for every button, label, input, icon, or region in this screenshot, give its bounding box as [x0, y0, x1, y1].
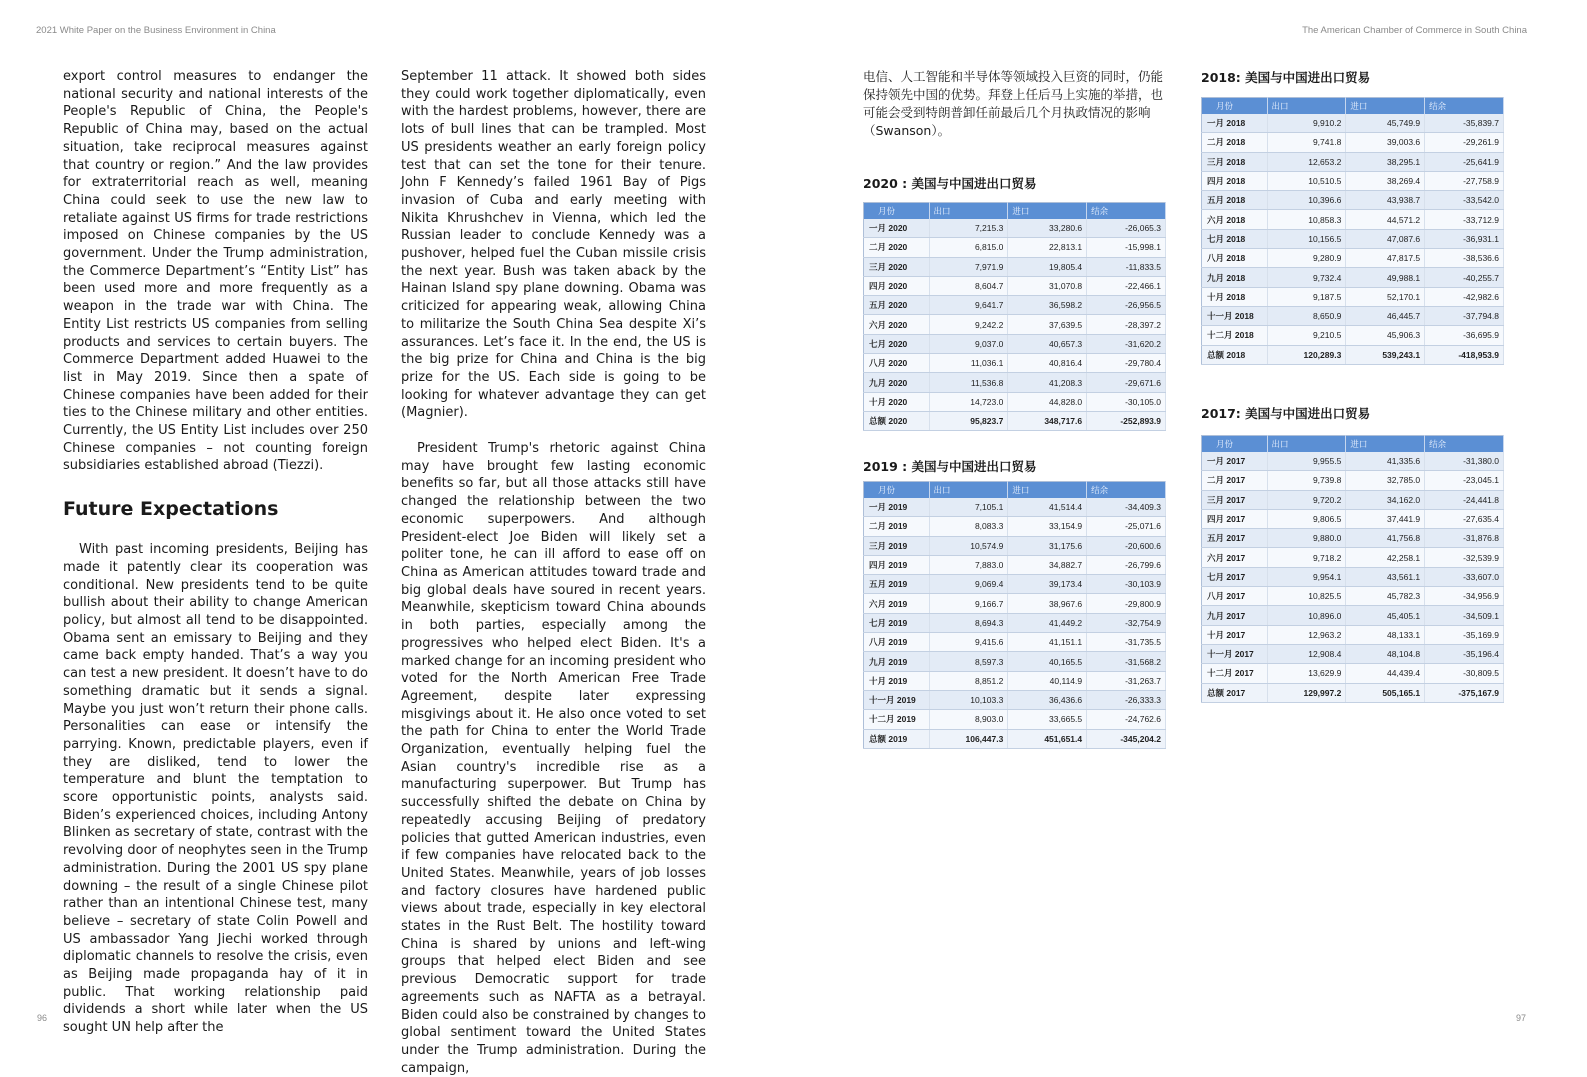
value-cell: -24,441.8 [1425, 490, 1504, 509]
table-row [1202, 268, 1504, 287]
value-cell: 41,449.2 [1008, 613, 1087, 632]
value-cell: 31,175.6 [1008, 536, 1087, 555]
value-cell: 10,396.6 [1267, 191, 1346, 210]
value-cell: 38,269.4 [1346, 171, 1425, 190]
month-cell: 十二月 2019 [864, 710, 930, 729]
value-cell: -31,380.0 [1425, 452, 1504, 471]
column-header: 结余 [1087, 482, 1166, 499]
table-row [864, 652, 1166, 671]
paragraph: With past incoming presidents, Beijing has made it patently clear its cooperation was conditional. New presidents tend to be quite bullish about their ability to change American policy, but almost all tend to be disappointed. Obama sent an emissary to Beijing and they came back empty handed. That’s a way you can test a new president. It doesn’t have to do something dramatic but it sends a signal. Maybe you just won’t return their phone calls. Personalities can ease or intensify the parrying. Known, predictable players, even if they are disliked, tend to lower the temperature and blunt the temptation to score opportunistic points, analysts said. Biden’s experienced choices, including Antony Blinken as secretary of state, contrast with the revolving door of neophytes seen in the Trump administration. During the 2001 US spy plane downing – the result of a single Chinese pilot rather than an intentional Chinese test, many believe – secretary of state Colin Powell and US ambassador Yang Jiechi worked through diplomatic channels to resolve the crisis, even as Beijing made propaganda hay of it in public. That working relationship paid dividends a short while later when the US sought UN help after the [63, 542, 368, 1036]
month-cell: 九月 2020 [864, 373, 930, 392]
month-cell: 九月 2017 [1202, 606, 1268, 625]
paragraph: export control measures to endanger the national security and national interests of the People's Republic of China, the People's Republic of China may, based on the actual situation, take reciprocal measures against that country or region.” And the law provides for extraterritorial reach as well, meaning China could seek to use the new law to retaliate against US firms for trade restrictions imposed on Chinese companies by the US government. Under the Trump administration, the Commerce Department’s “Entity List” has been used more and more frequently as a weapon in the trade war with China. The Entity List restricts US companies from selling products and services to certain buyers. The Commerce Department added Huawei to the list in May 2019. Since then a spate of Chinese companies have been added for their ties to the Chinese military and other entities. Currently, the US Entity List includes over 250 Chinese companies – not counting foreign subsidiaries established abroad (Tiezzi). [63, 69, 368, 474]
table-row [864, 219, 1166, 238]
month-cell: 一月 2018 [1202, 114, 1268, 133]
table-row [864, 315, 1166, 334]
value-cell: -26,065.3 [1087, 219, 1166, 238]
value-cell: -34,509.1 [1425, 606, 1504, 625]
value-cell: 12,963.2 [1267, 625, 1346, 644]
value-cell: 9,741.8 [1267, 133, 1346, 152]
month-cell: 九月 2018 [1202, 268, 1268, 287]
value-cell: 10,103.3 [929, 690, 1008, 709]
value-cell: -33,712.9 [1425, 210, 1504, 229]
month-cell: 二月 2019 [864, 517, 930, 536]
value-cell: -37,794.8 [1425, 306, 1504, 325]
value-cell: 38,295.1 [1346, 152, 1425, 171]
month-cell: 十月 2017 [1202, 625, 1268, 644]
value-cell: 36,598.2 [1008, 296, 1087, 315]
value-cell: 52,170.1 [1346, 287, 1425, 306]
value-cell: 451,651.4 [1008, 729, 1087, 748]
value-cell: 8,694.3 [929, 613, 1008, 632]
value-cell: -42,982.6 [1425, 287, 1504, 306]
value-cell: 34,882.7 [1008, 555, 1087, 574]
table-row [1202, 191, 1504, 210]
table-row [864, 633, 1166, 652]
month-cell: 十月 2018 [1202, 287, 1268, 306]
value-cell: -23,045.1 [1425, 471, 1504, 490]
value-cell: 9,037.0 [929, 334, 1008, 353]
value-cell: 8,851.2 [929, 671, 1008, 690]
running-header-left: 2021 White Paper on the Business Environment in China [36, 25, 276, 36]
month-cell: 一月 2020 [864, 219, 930, 238]
value-cell: 10,156.5 [1267, 229, 1346, 248]
paragraph: President Trump's rhetoric against China may have brought few lasting economic benefits so far, but all those attacks still have changed the relationship between the two economic superpowers. And although President-elect Joe Biden will likely set a politer tone, he can ill afford to ease off on China as American attitudes toward trade and big global deals have soured in recent years. Meanwhile, skepticism toward China abounds in both parties, especially among the progressives who helped elect Biden. It's a marked change for an incoming president who voted for the North American Free Trade Agreement, despite later expressing misgivings about it. He also once voted to set the path for China to enter the World Trade Organization, eventually helping fuel the Asian country's incredible rise as a manufacturing superpower. But Trump has successfully shifted the debate on China by repeatedly accusing Beijing of predatory policies that gutted American industries, even if few companies have relocated back to the United States. Meanwhile, years of job losses and factory closures have hardened public views about trade, especially in key electoral states in the Rust Belt. The hostility toward China is shared by unions and left-wing groups that helped elect Biden and see previous Democratic support for trade agreements such as NAFTA as a betrayal. Biden could also be constrained by changes to global sentiment toward the United States under the Trump administration. During the campaign, [401, 441, 706, 1076]
value-cell: 9,069.4 [929, 575, 1008, 594]
value-cell: 8,650.9 [1267, 306, 1346, 325]
value-cell: 45,749.9 [1346, 114, 1425, 133]
value-cell: 9,166.7 [929, 594, 1008, 613]
column-header: 月份 [864, 482, 930, 499]
table-row [1202, 452, 1504, 471]
value-cell: 32,785.0 [1346, 471, 1425, 490]
table-row [864, 575, 1166, 594]
value-cell: 46,445.7 [1346, 306, 1425, 325]
month-cell: 二月 2020 [864, 238, 930, 257]
table-row [864, 334, 1166, 353]
value-cell: -29,261.9 [1425, 133, 1504, 152]
value-cell: 13,629.9 [1267, 664, 1346, 683]
month-cell: 八月 2018 [1202, 249, 1268, 268]
month-cell: 七月 2020 [864, 334, 930, 353]
value-cell: 9,732.4 [1267, 268, 1346, 287]
month-cell: 六月 2019 [864, 594, 930, 613]
column-header: 月份 [1202, 436, 1268, 453]
value-cell: 48,104.8 [1346, 644, 1425, 663]
value-cell: 9,210.5 [1267, 326, 1346, 345]
trade-table-2017 [1201, 435, 1504, 703]
value-cell: 9,280.9 [1267, 249, 1346, 268]
value-cell: 22,813.1 [1008, 238, 1087, 257]
table-header-row [864, 482, 1166, 499]
value-cell: 47,817.5 [1346, 249, 1425, 268]
column-header: 出口 [1267, 436, 1346, 453]
value-cell: 40,816.4 [1008, 354, 1087, 373]
table-row [1202, 287, 1504, 306]
month-cell: 二月 2017 [1202, 471, 1268, 490]
table-row [1202, 326, 1504, 345]
value-cell: -31,263.7 [1087, 671, 1166, 690]
value-cell: 43,938.7 [1346, 191, 1425, 210]
table-row [864, 555, 1166, 574]
table-row [864, 354, 1166, 373]
value-cell: 10,574.9 [929, 536, 1008, 555]
value-cell: -30,809.5 [1425, 664, 1504, 683]
value-cell: 41,151.1 [1008, 633, 1087, 652]
value-cell: -33,542.0 [1425, 191, 1504, 210]
column-header: 进口 [1008, 482, 1087, 499]
value-cell: 31,070.8 [1008, 276, 1087, 295]
value-cell: 10,825.5 [1267, 587, 1346, 606]
section-heading: Future Expectations [63, 498, 279, 521]
table-row [864, 296, 1166, 315]
value-cell: 40,114.9 [1008, 671, 1087, 690]
value-cell: 12,653.2 [1267, 152, 1346, 171]
value-cell: 9,641.7 [929, 296, 1008, 315]
table-row [1202, 249, 1504, 268]
value-cell: 106,447.3 [929, 729, 1008, 748]
table-row [864, 690, 1166, 709]
value-cell: 33,154.9 [1008, 517, 1087, 536]
value-cell: 10,510.5 [1267, 171, 1346, 190]
value-cell: -29,800.9 [1087, 594, 1166, 613]
table-row [864, 613, 1166, 632]
table-title-2019: 2019 : 美国与中国进出口贸易 [863, 459, 1037, 474]
month-cell: 十二月 2018 [1202, 326, 1268, 345]
value-cell: -32,754.9 [1087, 613, 1166, 632]
month-cell: 十月 2019 [864, 671, 930, 690]
value-cell: 9,806.5 [1267, 509, 1346, 528]
value-cell: 48,133.1 [1346, 625, 1425, 644]
value-cell: 41,208.3 [1008, 373, 1087, 392]
table-title-2017: 2017: 美国与中国进出口贸易 [1201, 406, 1371, 421]
value-cell: 10,896.0 [1267, 606, 1346, 625]
value-cell: 9,954.1 [1267, 567, 1346, 586]
value-cell: -27,635.4 [1425, 509, 1504, 528]
value-cell: 9,880.0 [1267, 529, 1346, 548]
table-row [864, 671, 1166, 690]
value-cell: 8,604.7 [929, 276, 1008, 295]
month-cell: 总额 2019 [864, 729, 930, 748]
page-number-right: 97 [1516, 1013, 1527, 1023]
value-cell: -11,833.5 [1087, 257, 1166, 276]
value-cell: -27,758.9 [1425, 171, 1504, 190]
month-cell: 三月 2019 [864, 536, 930, 555]
value-cell: -34,956.9 [1425, 587, 1504, 606]
text-column-1 [63, 68, 368, 1037]
table-row [1202, 664, 1504, 683]
value-cell: -36,931.1 [1425, 229, 1504, 248]
value-cell: 539,243.1 [1346, 345, 1425, 364]
running-header-right: The American Chamber of Commerce in South China [1302, 25, 1527, 36]
table-row [864, 257, 1166, 276]
value-cell: -418,953.9 [1425, 345, 1504, 364]
value-cell: 7,105.1 [929, 498, 1008, 517]
value-cell: 7,971.9 [929, 257, 1008, 276]
value-cell: 47,087.6 [1346, 229, 1425, 248]
month-cell: 总额 2018 [1202, 345, 1268, 364]
table-row [864, 276, 1166, 295]
table-row [864, 498, 1166, 517]
value-cell: 37,639.5 [1008, 315, 1087, 334]
month-cell: 六月 2018 [1202, 210, 1268, 229]
column-header: 进口 [1008, 203, 1087, 220]
value-cell: 95,823.7 [929, 411, 1008, 430]
value-cell: -26,799.6 [1087, 555, 1166, 574]
column-header: 结余 [1425, 436, 1504, 453]
month-cell: 三月 2020 [864, 257, 930, 276]
value-cell: 39,003.6 [1346, 133, 1425, 152]
value-cell: -28,397.2 [1087, 315, 1166, 334]
value-cell: 8,083.3 [929, 517, 1008, 536]
table-row [1202, 306, 1504, 325]
value-cell: 49,988.1 [1346, 268, 1425, 287]
value-cell: -38,536.6 [1425, 249, 1504, 268]
table-row [1202, 210, 1504, 229]
month-cell: 四月 2018 [1202, 171, 1268, 190]
month-cell: 九月 2019 [864, 652, 930, 671]
value-cell: 11,036.1 [929, 354, 1008, 373]
value-cell: 36,436.6 [1008, 690, 1087, 709]
value-cell: -375,167.9 [1425, 683, 1504, 702]
month-cell: 一月 2017 [1202, 452, 1268, 471]
value-cell: 40,165.5 [1008, 652, 1087, 671]
paragraph: September 11 attack. It showed both sides they could work together diplomatically, even with the hardest problems, however, there are lots of bull lines that can be trampled. Most US presidents weather an early foreign policy test that can set the tone for their tenure. John F Kennedy’s failed 1961 Bay of Pigs invasion of Cuba and early meeting with Nikita Khrushchev in Vienna, which led the Russian leader to conclude Kennedy was a pushover, helped fuel the Cuban missile crisis the next year. Bush was taken aback by the Hainan Island spy plane downing. Obama was criticized for appearing weak, allowing China to militarize the South China Sea despite Xi’s assurances. Let’s face it. In the end, the US is the big prize for China and China is the big prize for the US. Each side is going to be looking for whatever advantage they can get (Magnier). [401, 69, 706, 421]
value-cell: -25,071.6 [1087, 517, 1166, 536]
value-cell: -15,998.1 [1087, 238, 1166, 257]
value-cell: 505,165.1 [1346, 683, 1425, 702]
table-row [1202, 587, 1504, 606]
month-cell: 七月 2017 [1202, 567, 1268, 586]
column-header: 进口 [1346, 98, 1425, 115]
table-total-row [1202, 345, 1504, 364]
value-cell: 9,910.2 [1267, 114, 1346, 133]
value-cell: 9,720.2 [1267, 490, 1346, 509]
column-header: 结余 [1087, 203, 1166, 220]
table-row [864, 536, 1166, 555]
value-cell: -31,876.8 [1425, 529, 1504, 548]
value-cell: -31,568.2 [1087, 652, 1166, 671]
value-cell: 45,782.3 [1346, 587, 1425, 606]
table-total-row [864, 729, 1166, 748]
table-row [1202, 509, 1504, 528]
month-cell: 总额 2020 [864, 411, 930, 430]
value-cell: 348,717.6 [1008, 411, 1087, 430]
trade-table-2019 [863, 481, 1166, 749]
column-header: 进口 [1346, 436, 1425, 453]
value-cell: 8,597.3 [929, 652, 1008, 671]
value-cell: 9,739.8 [1267, 471, 1346, 490]
table-row [1202, 229, 1504, 248]
value-cell: -35,839.7 [1425, 114, 1504, 133]
month-cell: 六月 2017 [1202, 548, 1268, 567]
month-cell: 一月 2019 [864, 498, 930, 517]
month-cell: 二月 2018 [1202, 133, 1268, 152]
table-header-row [1202, 436, 1504, 453]
month-cell: 五月 2018 [1202, 191, 1268, 210]
table-row [1202, 606, 1504, 625]
month-cell: 八月 2019 [864, 633, 930, 652]
month-cell: 十一月 2017 [1202, 644, 1268, 663]
value-cell: -36,695.9 [1425, 326, 1504, 345]
value-cell: 9,242.2 [929, 315, 1008, 334]
value-cell: 8,903.0 [929, 710, 1008, 729]
table-row [1202, 171, 1504, 190]
value-cell: 41,756.8 [1346, 529, 1425, 548]
value-cell: 120,289.3 [1267, 345, 1346, 364]
trade-table-2018 [1201, 97, 1504, 365]
value-cell: 6,815.0 [929, 238, 1008, 257]
value-cell: 33,665.5 [1008, 710, 1087, 729]
value-cell: 14,723.0 [929, 392, 1008, 411]
value-cell: 34,162.0 [1346, 490, 1425, 509]
value-cell: -345,204.2 [1087, 729, 1166, 748]
value-cell: 7,215.3 [929, 219, 1008, 238]
value-cell: -31,620.2 [1087, 334, 1166, 353]
value-cell: -35,169.9 [1425, 625, 1504, 644]
month-cell: 八月 2017 [1202, 587, 1268, 606]
column-header: 出口 [929, 482, 1008, 499]
chinese-paragraph: 电信、人工智能和半导体等领域投入巨资的同时，仍能保持领先中国的优势。拜登上任后马上实施的举措，也可能会受到特朗普卸任前最后几个月执政情况的影响（Swanson）。 [863, 69, 1164, 138]
value-cell: -29,780.4 [1087, 354, 1166, 373]
table-title-2018: 2018: 美国与中国进出口贸易 [1201, 70, 1371, 85]
table-row [864, 238, 1166, 257]
table-row [1202, 548, 1504, 567]
value-cell: -24,762.6 [1087, 710, 1166, 729]
value-cell: -32,539.9 [1425, 548, 1504, 567]
value-cell: 33,280.6 [1008, 219, 1087, 238]
value-cell: -252,893.9 [1087, 411, 1166, 430]
table-title-2020: 2020 : 美国与中国进出口贸易 [863, 176, 1037, 191]
table-row [1202, 133, 1504, 152]
table-row [1202, 529, 1504, 548]
value-cell: 39,173.4 [1008, 575, 1087, 594]
value-cell: 38,967.6 [1008, 594, 1087, 613]
value-cell: -35,196.4 [1425, 644, 1504, 663]
month-cell: 五月 2017 [1202, 529, 1268, 548]
table-header-row [1202, 98, 1504, 115]
table-row [1202, 625, 1504, 644]
table-row [864, 594, 1166, 613]
table-row [1202, 152, 1504, 171]
month-cell: 十一月 2019 [864, 690, 930, 709]
value-cell: 11,536.8 [929, 373, 1008, 392]
table-total-row [1202, 683, 1504, 702]
month-cell: 总额 2017 [1202, 683, 1268, 702]
column-header: 出口 [929, 203, 1008, 220]
month-cell: 七月 2018 [1202, 229, 1268, 248]
month-cell: 十一月 2018 [1202, 306, 1268, 325]
value-cell: 41,335.6 [1346, 452, 1425, 471]
value-cell: 7,883.0 [929, 555, 1008, 574]
value-cell: 9,187.5 [1267, 287, 1346, 306]
page-number-left: 96 [37, 1013, 48, 1023]
column-header: 出口 [1267, 98, 1346, 115]
value-cell: 44,828.0 [1008, 392, 1087, 411]
table-row [864, 373, 1166, 392]
value-cell: -33,607.0 [1425, 567, 1504, 586]
month-cell: 六月 2020 [864, 315, 930, 334]
column-header: 月份 [1202, 98, 1268, 115]
value-cell: -30,103.9 [1087, 575, 1166, 594]
month-cell: 四月 2019 [864, 555, 930, 574]
value-cell: 129,997.2 [1267, 683, 1346, 702]
value-cell: 19,805.4 [1008, 257, 1087, 276]
value-cell: -34,409.3 [1087, 498, 1166, 517]
table-row [864, 517, 1166, 536]
table-row [1202, 114, 1504, 133]
value-cell: -25,641.9 [1425, 152, 1504, 171]
table-row [1202, 471, 1504, 490]
table-row [1202, 644, 1504, 663]
value-cell: -26,956.5 [1087, 296, 1166, 315]
trade-table-2020 [863, 202, 1166, 431]
table-row [1202, 490, 1504, 509]
value-cell: 43,561.1 [1346, 567, 1425, 586]
month-cell: 三月 2017 [1202, 490, 1268, 509]
text-column-2 [401, 68, 706, 1077]
value-cell: 9,415.6 [929, 633, 1008, 652]
value-cell: 9,718.2 [1267, 548, 1346, 567]
value-cell: 12,908.4 [1267, 644, 1346, 663]
table-row [864, 392, 1166, 411]
month-cell: 四月 2020 [864, 276, 930, 295]
value-cell: 41,514.4 [1008, 498, 1087, 517]
value-cell: 37,441.9 [1346, 509, 1425, 528]
month-cell: 十月 2020 [864, 392, 930, 411]
value-cell: -40,255.7 [1425, 268, 1504, 287]
table-total-row [864, 411, 1166, 430]
value-cell: 40,657.3 [1008, 334, 1087, 353]
value-cell: -22,466.1 [1087, 276, 1166, 295]
value-cell: -30,105.0 [1087, 392, 1166, 411]
month-cell: 十二月 2017 [1202, 664, 1268, 683]
month-cell: 五月 2019 [864, 575, 930, 594]
value-cell: -26,333.3 [1087, 690, 1166, 709]
column-header: 结余 [1425, 98, 1504, 115]
value-cell: -20,600.6 [1087, 536, 1166, 555]
value-cell: 9,955.5 [1267, 452, 1346, 471]
month-cell: 八月 2020 [864, 354, 930, 373]
table-row [864, 710, 1166, 729]
value-cell: 42,258.1 [1346, 548, 1425, 567]
value-cell: 45,906.3 [1346, 326, 1425, 345]
value-cell: 10,858.3 [1267, 210, 1346, 229]
value-cell: 44,571.2 [1346, 210, 1425, 229]
table-row [1202, 567, 1504, 586]
value-cell: 45,405.1 [1346, 606, 1425, 625]
value-cell: -29,671.6 [1087, 373, 1166, 392]
month-cell: 七月 2019 [864, 613, 930, 632]
value-cell: -31,735.5 [1087, 633, 1166, 652]
column-header: 月份 [864, 203, 930, 220]
month-cell: 五月 2020 [864, 296, 930, 315]
table-header-row [864, 203, 1166, 220]
month-cell: 四月 2017 [1202, 509, 1268, 528]
value-cell: 44,439.4 [1346, 664, 1425, 683]
month-cell: 三月 2018 [1202, 152, 1268, 171]
